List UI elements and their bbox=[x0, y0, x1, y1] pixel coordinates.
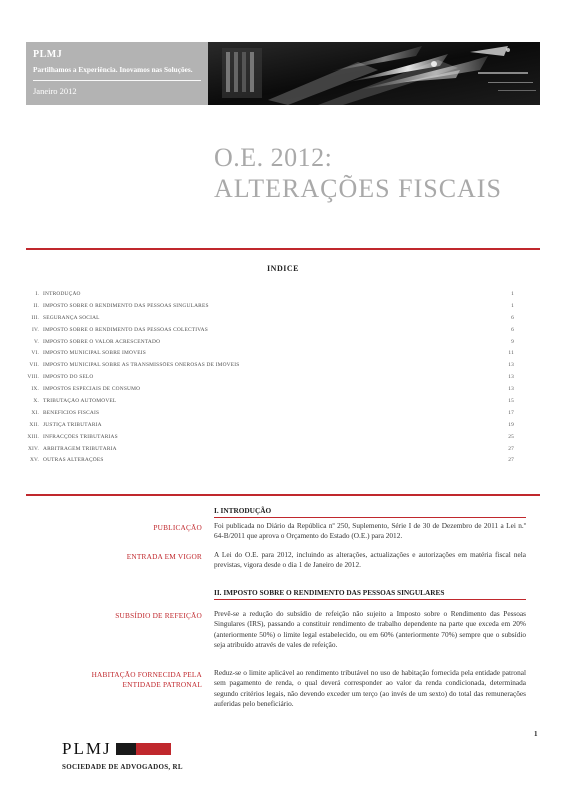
brand-divider bbox=[33, 80, 201, 81]
title-line-1: O.E. 2012: bbox=[214, 143, 333, 172]
section-heading-irs: II. IMPOSTO SOBRE O RENDIMENTO DAS PESSOAS SINGULARES bbox=[214, 588, 445, 597]
logo-black-bar bbox=[116, 743, 136, 755]
toc-item-number: XI. bbox=[31, 409, 39, 416]
toc-item-page: 9 bbox=[511, 338, 514, 345]
logo-wordmark: PLMJ bbox=[62, 739, 112, 758]
toc-item-number: II. bbox=[33, 302, 39, 309]
toc-item-page: 1 bbox=[511, 302, 514, 309]
toc-item[interactable] bbox=[26, 288, 514, 300]
toc-item[interactable] bbox=[26, 395, 514, 407]
toc-item-page: 13 bbox=[508, 386, 514, 393]
document-title bbox=[214, 142, 502, 204]
toc-item[interactable] bbox=[26, 443, 514, 455]
toc-item-label: IMPOSTO SOBRE O RENDIMENTO DAS PESSOAS SINGULARES bbox=[43, 302, 209, 309]
section-heading-introducao: I. INTRODUÇÃO bbox=[214, 506, 272, 515]
index-top-rule bbox=[26, 248, 540, 250]
toc-item[interactable] bbox=[26, 336, 514, 348]
toc-item[interactable] bbox=[26, 312, 514, 324]
toc-item-number: XIV. bbox=[27, 445, 39, 452]
brand-name: PLMJ bbox=[33, 49, 63, 60]
footer-logo bbox=[62, 739, 183, 771]
toc-item[interactable] bbox=[26, 407, 514, 419]
toc-item-page: 13 bbox=[508, 374, 514, 381]
side-label-habitacao bbox=[92, 670, 202, 690]
paragraph-entrada-em-vigor: A Lei do O.E. para 2012, incluindo as alterações, actualizações e autorizações em matéria fiscal nela previstas, vigora desde o dia 1 de Janeiro de 2012. bbox=[214, 550, 526, 570]
toc-item[interactable] bbox=[26, 359, 514, 371]
header-banner bbox=[26, 42, 540, 105]
toc-item-page: 25 bbox=[508, 433, 514, 440]
toc-item-label: IMPOSTO SOBRE O VALOR ACRESCENTADO bbox=[43, 338, 161, 345]
side-label-habitacao-line-2: ENTIDADE PATRONAL bbox=[122, 680, 202, 689]
toc-item[interactable] bbox=[26, 419, 514, 431]
section-rule bbox=[214, 517, 526, 518]
abstract-arrows-image bbox=[208, 42, 540, 105]
paragraph-habitacao: Reduz-se o limite aplicável ao rendimento tributável no uso de habitação fornecida pela entidade patronal sem pagamento de renda, o qual deverá corresponder ao valor da renda condicionada, determinada segundo critérios legais, não devendo exceder um terço (ao invés de um sexto) do total das remunerações auferidas pelo beneficiário. bbox=[214, 668, 526, 709]
toc-item-label: JUSTIÇA TRIBUTÁRIA bbox=[43, 421, 102, 428]
toc-item-page: 6 bbox=[511, 314, 514, 321]
toc-item-number: IX. bbox=[31, 386, 39, 393]
index-bottom-rule bbox=[26, 494, 540, 496]
toc-item-page: 27 bbox=[508, 457, 514, 464]
toc-item-number: VII. bbox=[29, 362, 39, 369]
page-number: 1 bbox=[534, 730, 538, 738]
title-line-2: ALTERAÇÕES FISCAIS bbox=[214, 174, 502, 203]
toc-item-number: IV. bbox=[32, 326, 39, 333]
toc-item[interactable] bbox=[26, 454, 514, 466]
toc-item[interactable] bbox=[26, 300, 514, 312]
issue-date: Janeiro 2012 bbox=[33, 86, 77, 96]
table-of-contents bbox=[26, 288, 514, 466]
toc-item-number: X. bbox=[33, 397, 39, 404]
toc-item-number: VI. bbox=[31, 350, 39, 357]
toc-item[interactable] bbox=[26, 371, 514, 383]
toc-item-label: SEGURANÇA SOCIAL bbox=[43, 314, 100, 321]
toc-item-label: OUTRAS ALTERAÇÕES bbox=[43, 457, 104, 464]
logo-red-bar bbox=[136, 743, 171, 755]
toc-item-number: XII. bbox=[29, 421, 39, 428]
toc-item-label: TRIBUTAÇÃO AUTOMÓVEL bbox=[43, 397, 117, 404]
side-label-entrada-em-vigor: ENTRADA EM VIGOR bbox=[126, 552, 202, 561]
index-heading: INDICE bbox=[267, 264, 299, 273]
side-label-habitacao-line-1: HABITAÇÃO FORNECIDA PELA bbox=[91, 670, 202, 679]
toc-item-page: 19 bbox=[508, 421, 514, 428]
toc-item-number: V. bbox=[34, 338, 39, 345]
toc-item-label: INFRACÇÕES TRIBUTÁRIAS bbox=[43, 433, 118, 440]
side-label-publicacao: PUBLICAÇÃO bbox=[153, 523, 202, 532]
toc-item[interactable] bbox=[26, 347, 514, 359]
paragraph-subsidio-de-refeicao: Prevê-se a redução do subsídio de refeição não sujeito a Imposto sobre o Rendimento das Pessoas Singulares (IRS), passando a constituir rendimento de trabalho dependente na parte que exceda em 20% (anteriormente 50%) o limite legal estabelecido, ou em 60% (anteriormente 70%) sempre que o subsídio seja atribuído através de vales de refeição. bbox=[214, 609, 526, 650]
toc-item-number: XIII. bbox=[27, 433, 39, 440]
brand-block bbox=[26, 42, 208, 105]
toc-item[interactable] bbox=[26, 324, 514, 336]
toc-item[interactable] bbox=[26, 383, 514, 395]
toc-item-number: XV. bbox=[29, 457, 39, 464]
toc-item-label: IMPOSTO MUNICIPAL SOBRE AS TRANSMISSÕES ONEROSAS DE IMÓVEIS bbox=[43, 362, 240, 369]
toc-item-label: IMPOSTO DO SELO bbox=[43, 374, 94, 381]
toc-item-page: 17 bbox=[508, 409, 514, 416]
toc-item-page: 11 bbox=[508, 350, 514, 357]
toc-item-number: III. bbox=[31, 314, 39, 321]
toc-item-number: I. bbox=[35, 290, 39, 297]
brand-tagline: Partilhamos a Experiência. Inovamos nas Soluções. bbox=[33, 65, 193, 74]
toc-item-label: IMPOSTOS ESPECIAIS DE CONSUMO bbox=[43, 386, 141, 393]
toc-item-label: ARBITRAGEM TRIBUTÁRIA bbox=[43, 445, 117, 452]
toc-item-label: INTRODUÇÃO bbox=[43, 290, 81, 297]
paragraph-publicacao: Foi publicada no Diário da República nº 250, Suplemento, Série I de 30 de Dezembro de 2011 a Lei n.º 64-B/2011 que aprova o Orçamento do Estado (O.E.) para 2012. bbox=[214, 521, 526, 541]
section-rule bbox=[214, 599, 526, 600]
toc-item[interactable] bbox=[26, 431, 514, 443]
toc-item-page: 1 bbox=[511, 290, 514, 297]
toc-item-page: 13 bbox=[508, 362, 514, 369]
firm-name: SOCIEDADE DE ADVOGADOS, RL bbox=[62, 763, 183, 771]
toc-item-label: BENEFÍCIOS FISCAIS bbox=[43, 409, 100, 416]
side-label-subsidio-de-refeicao: SUBSÍDIO DE REFEIÇÃO bbox=[115, 611, 202, 620]
toc-item-number: VIII. bbox=[27, 374, 39, 381]
toc-item-page: 27 bbox=[508, 445, 514, 452]
header-photo bbox=[208, 42, 540, 105]
toc-item-label: IMPOSTO MUNICIPAL SOBRE IMÓVEIS bbox=[43, 350, 146, 357]
toc-item-page: 6 bbox=[511, 326, 514, 333]
toc-item-label: IMPOSTO SOBRE O RENDIMENTO DAS PESSOAS COLECTIVAS bbox=[43, 326, 208, 333]
toc-item-page: 15 bbox=[508, 397, 514, 404]
logo-mark bbox=[62, 739, 183, 759]
